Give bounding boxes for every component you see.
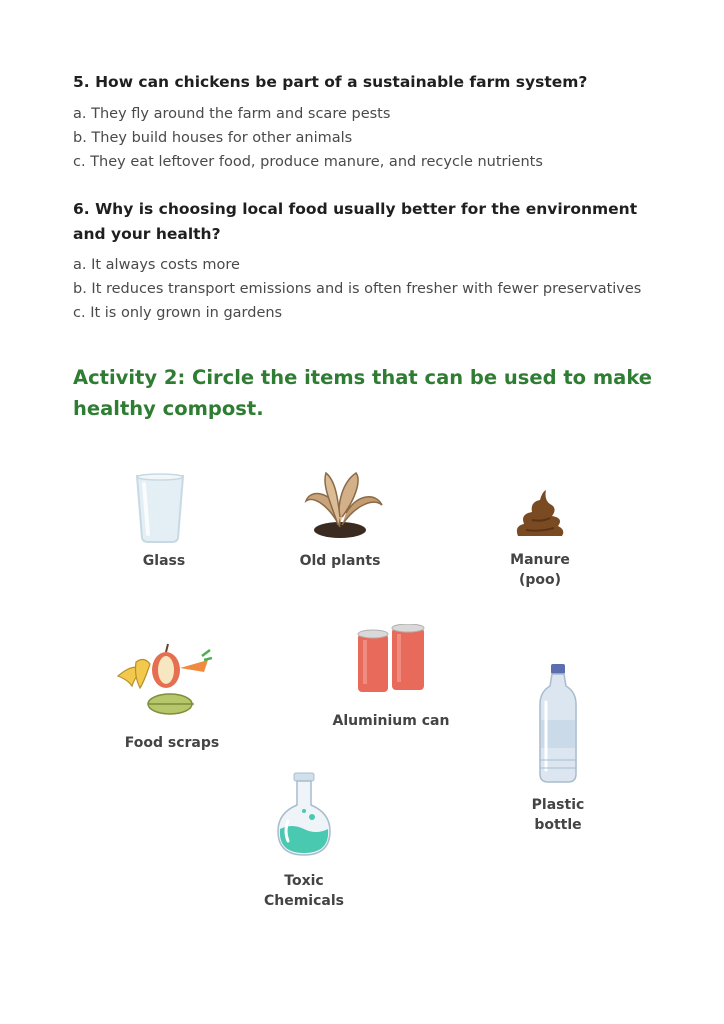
aluminium-can-label: Aluminium can — [332, 713, 450, 729]
manure-item[interactable] — [512, 486, 568, 542]
food-scraps-item[interactable] — [114, 642, 212, 720]
plastic-bottle-label: Plastic bottle — [531, 797, 585, 833]
glass-item[interactable] — [132, 472, 188, 544]
glass-icon — [132, 472, 188, 544]
question-5-option-a: a. They fly around the farm and scare pests — [73, 106, 391, 122]
old-plants-icon — [300, 467, 386, 539]
question-6-option-a: a. It always costs more — [73, 257, 240, 273]
food-scraps-label: Food scraps — [124, 735, 220, 751]
food-scraps-icon — [114, 642, 212, 720]
old-plants-label: Old plants — [299, 553, 381, 569]
plastic-bottle-icon — [536, 662, 580, 786]
aluminium-can-icon — [354, 624, 428, 696]
activity-2-title: Activity 2: Circle the items that can be used to make healthy compost. — [73, 366, 653, 420]
glass-label: Glass — [142, 553, 186, 569]
manure-icon — [512, 486, 568, 542]
toxic-chemicals-item[interactable] — [274, 771, 334, 859]
question-5-option-b: b. They build houses for other animals — [73, 130, 353, 146]
question-6-title: 6. Why is choosing local food usually better for the environment and your health? — [73, 200, 638, 243]
manure-label: Manure (poo) — [510, 552, 570, 588]
question-5-title: 5. How can chickens be part of a sustainable farm system? — [73, 73, 588, 91]
old-plants-item[interactable] — [300, 467, 386, 539]
plastic-bottle-item[interactable] — [536, 662, 580, 786]
toxic-chemicals-label: Toxic Chemicals — [263, 873, 344, 909]
question-6-option-c: c. It is only grown in gardens — [73, 305, 283, 321]
aluminium-can-item[interactable] — [354, 624, 428, 696]
toxic-chemicals-icon — [274, 771, 334, 859]
question-5-option-c: c. They eat leftover food, produce manure, and recycle nutrients — [73, 154, 543, 170]
question-6-option-b: b. It reduces transport emissions and is often fresher with fewer preservatives — [73, 281, 642, 297]
